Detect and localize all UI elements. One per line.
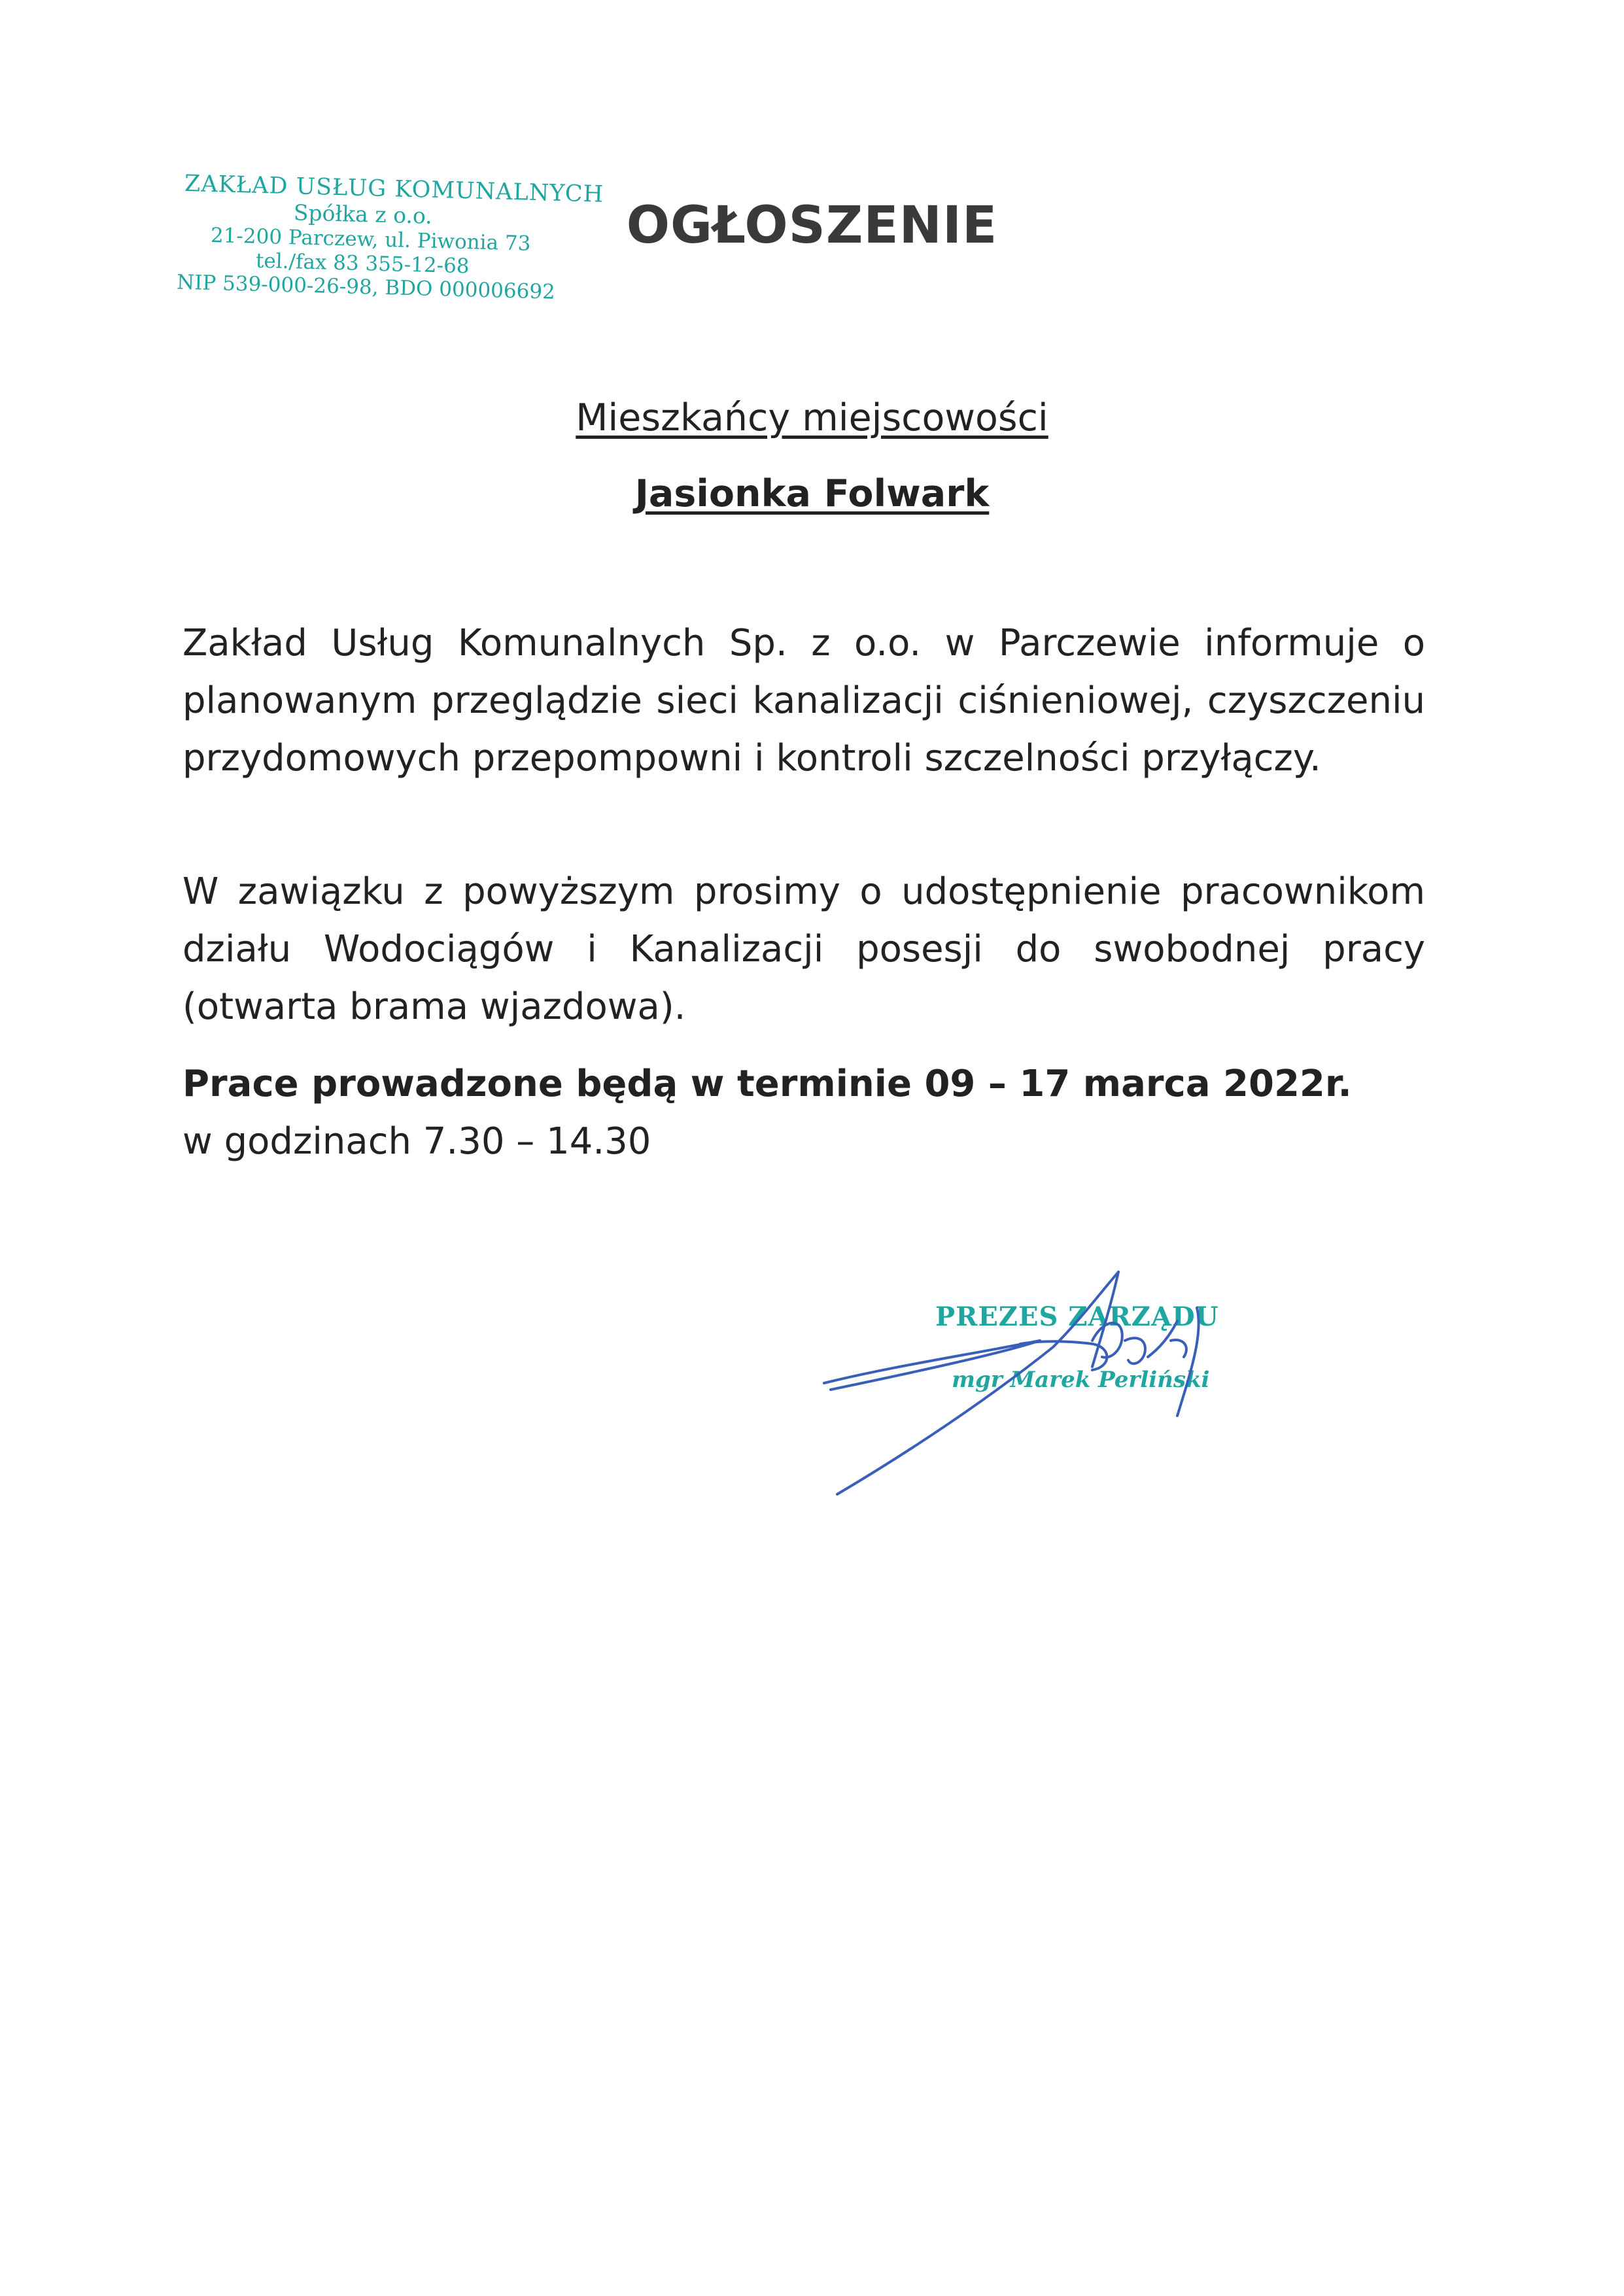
info-paragraph: Zakład Usług Komunalnych Sp. z o.o. w Parczewie informuje o planowanym przeglądzie sieci kanalizacji ciśnieniowej, czyszczeniu przydomowych przepompowni i kontroli szczelności przyłączy. xyxy=(182,622,1425,780)
works-period: Prace prowadzone będą w terminie 09 – 17 marca 2022r. xyxy=(182,1063,1352,1105)
locality-heading: Jasionka Folwark xyxy=(634,472,990,515)
stamp-company-name: ZAKŁAD USŁUG KOMUNALNYCH xyxy=(184,170,604,208)
signatory-role-stamp: PREZES ZARZĄDU xyxy=(935,1301,1219,1332)
stamp-address: 21-200 Parczew, ul. Piwonia 73 xyxy=(210,224,531,256)
stamp-company-form: Spółka z o.o. xyxy=(293,199,433,230)
stamp-phone: tel./fax 83 355-12-68 xyxy=(255,248,470,279)
signature-block xyxy=(804,1242,1262,1517)
document-title: OGŁOSZENIE xyxy=(626,196,998,255)
stamp-tax-ids: NIP 539-000-26-98, BDO 000006692 xyxy=(176,271,556,305)
working-hours: w godzinach 7.30 – 14.30 xyxy=(182,1120,651,1163)
recipients-heading: Mieszkańcy miejscowości xyxy=(576,396,1048,439)
signatory-name-stamp: mgr Marek Perliński xyxy=(952,1367,1210,1393)
request-paragraph: W zawiązku z powyższym prosimy o udostępnienie pracownikom działu Wodociągów i Kanalizacji posesji do swobodnej pracy (otwarta brama wjazdowa). xyxy=(182,870,1425,1028)
handwritten-signature-icon xyxy=(804,1242,1262,1517)
